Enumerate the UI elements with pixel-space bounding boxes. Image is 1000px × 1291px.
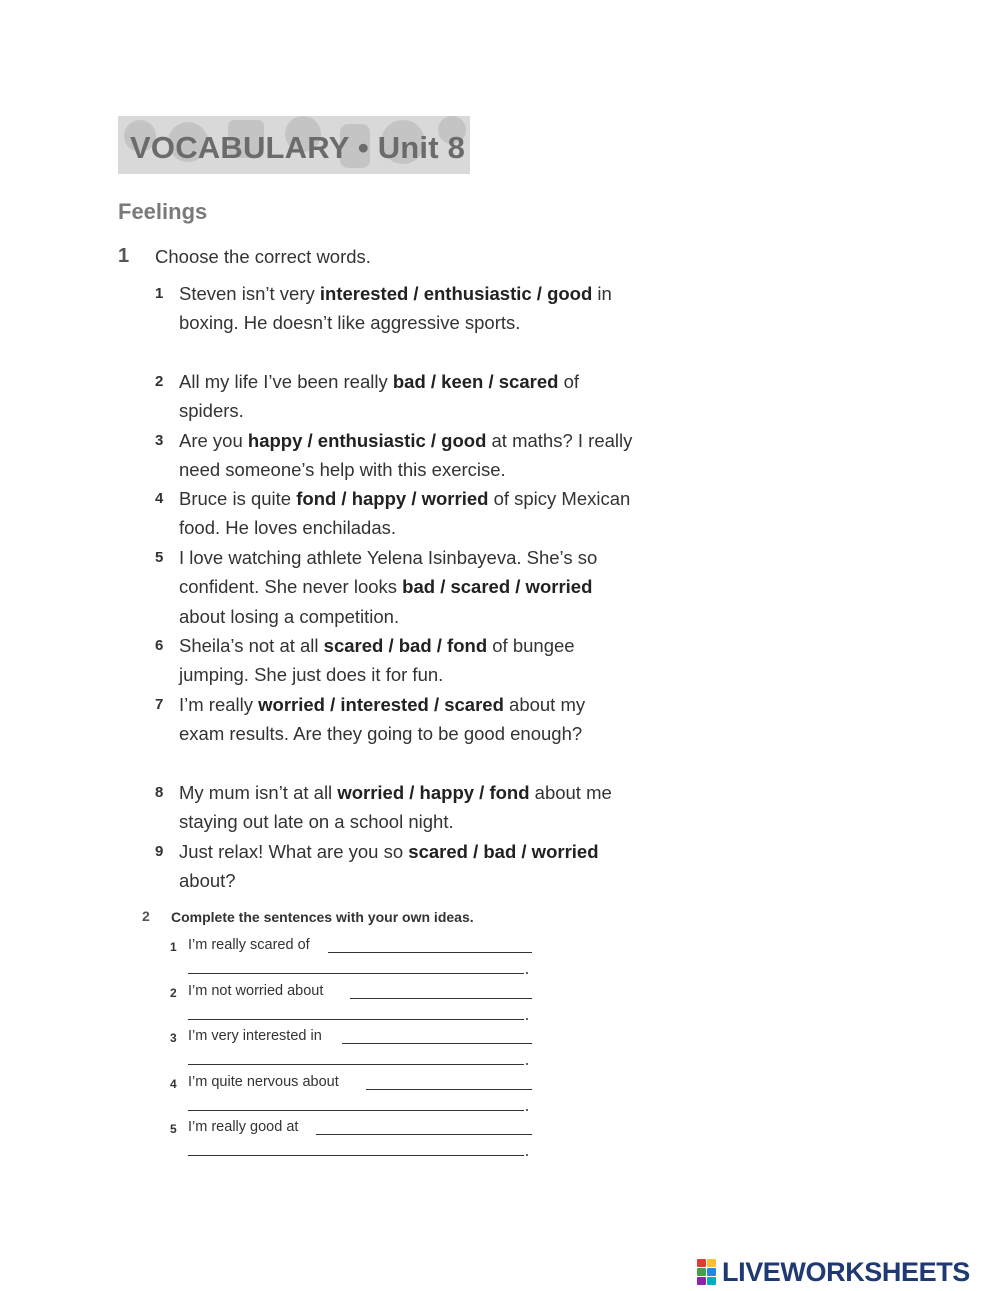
question-text[interactable]: Sheila’s not at all scared / bad / fond of bungee jumping. She just does it for fun. <box>179 635 575 686</box>
question-item <box>155 367 635 426</box>
exercise-2-instruction: Complete the sentences with your own ideas. <box>171 909 474 925</box>
question-item <box>155 279 635 338</box>
full-stop <box>526 1109 528 1111</box>
question-number: 6 <box>155 637 164 654</box>
sentence-prompt: I’m not worried about <box>188 983 324 999</box>
section-title: Feelings <box>118 199 208 224</box>
question-text[interactable]: My mum isn’t at all worried / happy / fond about me staying out late on a school night. <box>179 782 612 833</box>
logo-block <box>707 1259 716 1267</box>
full-stop <box>526 1018 528 1020</box>
answer-line[interactable] <box>188 973 524 974</box>
question-text[interactable]: I’m really worried / interested / scared about my exam results. Are they going to be good enough? <box>179 694 586 745</box>
question-number: 5 <box>155 549 164 566</box>
question-text[interactable]: Just relax! What are you so scared / bad / worried about? <box>179 841 599 892</box>
full-stop <box>526 972 528 974</box>
question-text[interactable]: Are you happy / enthusiastic / good at maths? I really need someone’s help with this exercise. <box>179 430 633 481</box>
exercise-1-number: 1 <box>118 245 130 267</box>
sentence-number: 3 <box>170 1031 177 1045</box>
sentence-prompt: I’m very interested in <box>188 1028 322 1044</box>
question-item <box>155 837 635 896</box>
question-number: 4 <box>155 490 164 507</box>
exercise-1-instruction: Choose the correct words. <box>155 246 371 267</box>
question-item <box>155 631 635 690</box>
question-text[interactable]: Steven isn’t very interested / enthusiastic / good in boxing. He doesn’t like aggressive sports. <box>179 283 612 334</box>
question-number: 7 <box>155 696 164 713</box>
page-title: VOCABULARY • Unit 8 <box>130 130 466 165</box>
sentence-prompt: I’m really good at <box>188 1119 299 1135</box>
question-number: 9 <box>155 843 164 860</box>
full-stop <box>526 1063 528 1065</box>
answer-line[interactable] <box>316 1134 532 1135</box>
question-item <box>155 484 635 543</box>
sentence-number: 4 <box>170 1077 177 1091</box>
question-number: 8 <box>155 784 164 801</box>
question-number: 3 <box>155 432 164 449</box>
logo-text: LIVEWORKSHEETS <box>722 1256 970 1287</box>
question-number: 2 <box>155 373 164 390</box>
answer-line[interactable] <box>366 1089 532 1090</box>
question-item <box>155 426 635 485</box>
question-number: 1 <box>155 285 164 302</box>
question-text[interactable]: Bruce is quite fond / happy / worried of spicy Mexican food. He loves enchiladas. <box>179 488 631 539</box>
question-item <box>155 690 635 749</box>
answer-line[interactable] <box>342 1043 532 1044</box>
sentence-prompt: I’m really scared of <box>188 937 310 953</box>
liveworksheets-logo <box>697 1256 970 1288</box>
question-text[interactable]: All my life I’ve been really bad / keen / scared of spiders. <box>179 371 580 422</box>
question-item <box>155 778 635 837</box>
exercise-2-number: 2 <box>142 908 150 924</box>
answer-line[interactable] <box>328 952 532 953</box>
full-stop <box>526 1154 528 1156</box>
logo-block <box>697 1268 706 1276</box>
sentence-number: 1 <box>170 940 177 954</box>
logo-block <box>707 1268 716 1276</box>
answer-line[interactable] <box>350 998 532 999</box>
question-item <box>155 543 635 631</box>
question-text[interactable]: I love watching athlete Yelena Isinbayeva. She’s so confident. She never looks bad / scared / worried about losing a competition. <box>179 547 598 627</box>
sentence-number: 2 <box>170 986 177 1000</box>
logo-blocks-icon <box>697 1259 717 1285</box>
logo-block <box>707 1277 716 1285</box>
answer-line[interactable] <box>188 1155 524 1156</box>
logo-block <box>697 1259 706 1267</box>
answer-line[interactable] <box>188 1019 524 1020</box>
sentence-prompt: I’m quite nervous about <box>188 1074 339 1090</box>
answer-line[interactable] <box>188 1110 524 1111</box>
sentence-number: 5 <box>170 1122 177 1136</box>
answer-line[interactable] <box>188 1064 524 1065</box>
logo-block <box>697 1277 706 1285</box>
